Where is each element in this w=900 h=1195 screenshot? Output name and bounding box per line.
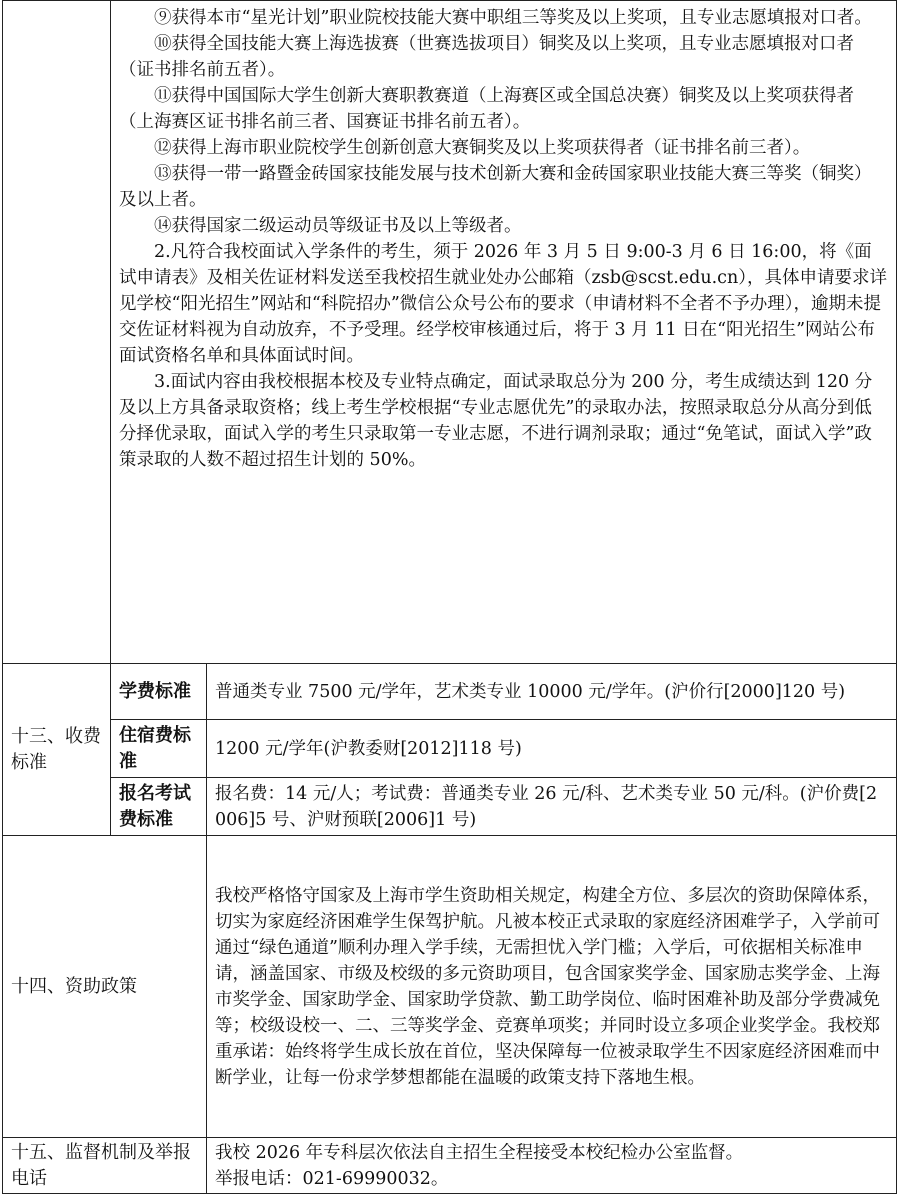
item-14: ⑭获得国家二级运动员等级证书及以上等级者。 [154,216,522,236]
fee-label-tuition: 学费标准 [111,664,207,720]
fee-row-dorm [3,720,897,778]
item-9: ⑨获得本市“星光计划”职业院校技能大赛中职组三等奖及以上奖项，且专业志愿填报对口者。 [154,8,872,28]
fee-value-dorm: 1200 元/学年(沪教委财[2012]118 号) [207,720,897,778]
section-13-title: 十三、收费标准 [3,664,111,836]
aid-row [3,836,897,1138]
section-15-title: 十五、监督机制及举报电话 [3,1138,207,1194]
continued-content-cell [111,1,897,664]
fee-label-exam: 报名考试费标准 [111,778,207,836]
supervision-content [207,1138,897,1194]
fee-label-dorm: 住宿费标准 [111,720,207,778]
fee-row-exam [3,778,897,836]
aid-policy-text: 我校严格恪守国家及上海市学生资助相关规定，构建全方位、多层次的资助保障体系，切实为家庭经济困难学生保驾护航。凡被本校正式录取的家庭经济困难学子，入学前可通过“绿色通道”顺利办理入学手续，无需担忧入学门槛；入学后，可依据相关标准申请，涵盖国家、市级及校级的多元资助项目，包含国家奖学金、国家励志奖学金、上海市奖学金、国家助学金、国家助学贷款、勤工助学岗位、临时困难补助及部分学费减免等；校级设校一、二、三等奖学金、竞赛单项奖；并同时设立多项企业奖学金。我校郑重承诺：始终将学生成长放在首位，坚决保障每一位被录取学生不因家庭经济困难而中断学业，让每一份求学梦想都能在温暖的政策支持下落地生根。 [207,836,897,1138]
continued-label-cell [3,1,111,664]
continued-row [3,1,897,664]
paragraph-3: 3.面试内容由我校根据本校及专业特点确定，面试录取总分为 200 分，考生成绩达到 120 分及以上方具备录取资格；线上考生学校根据“专业志愿优先”的录取办法，按照录取总分从高分到低分择优录取，面试入学的考生只录取第一专业志愿，不进行调剂录取；通过“免笔试，面试入学”政策录取的人数不超过招生计划的 50%。 [119,372,873,470]
hotline-phone: 举报电话：021-69990032。 [215,1168,449,1189]
supervision-row [3,1138,897,1194]
supervision-statement: 我校 2026 年专科层次依法自主招生全程接受本校纪检办公室监督。 [215,1142,744,1163]
admission-table [2,0,897,1194]
paragraph-2: 2.凡符合我校面试入学条件的考生，须于 2026 年 3 月 5 日 9:00-3 月 6 日 16:00，将《面试申请表》及相关佐证材料发送至我校招生就业处办公邮箱（zsb@scst.edu.cn），具体申请要求详见学校“阳光招生”网站和“科院招办”微信公众号公布的要求（申请材料不全者不予办理），逾期未提交佐证材料视为自动放弃，不予受理。经学校审核通过后，将于 3 月 11 日在“阳光招生”网站公布面试资格名单和具体面试时间。 [119,242,887,366]
item-10: ⑩获得全国技能大赛上海选拔赛（世赛选拔项目）铜奖及以上奖项，且专业志愿填报对口者（证书排名前五者）。 [119,34,854,80]
item-12: ⑫获得上海市职业院校学生创新创意大赛铜奖及以上奖项获得者（证书排名前三者）。 [154,138,811,158]
fee-value-tuition: 普通类专业 7500 元/学年，艺术类专业 10000 元/学年。(沪价行[2000]120 号) [207,664,897,720]
item-13: ⑬获得一带一路暨金砖国家技能发展与技术创新大赛和金砖国家职业技能大赛三等奖（铜奖）及以上者。 [119,164,872,210]
fee-value-exam: 报名费：14 元/人；考试费：普通类专业 26 元/科、艺术类专业 50 元/科。(沪价费[2006]5 号、沪财预联[2006]1 号) [207,778,897,836]
item-11: ⑪获得中国国际大学生创新大赛职教赛道（上海赛区或全国总决赛）铜奖及以上奖项获得者（上海赛区证书排名前三者、国赛证书排名前五者）。 [119,86,854,132]
fee-row-tuition [3,664,897,720]
section-14-title: 十四、资助政策 [3,836,207,1138]
